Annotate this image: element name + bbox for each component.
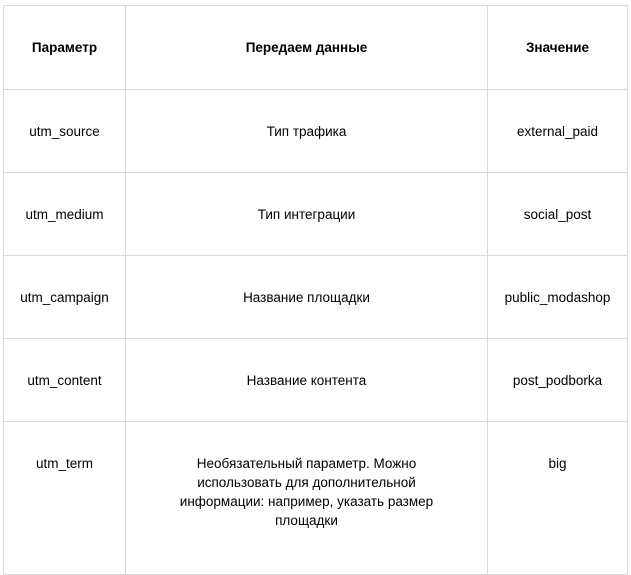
- value-cell: external_paid: [488, 90, 628, 173]
- value-cell: post_podborka: [488, 339, 628, 422]
- value-cell: social_post: [488, 173, 628, 256]
- param-cell: utm_source: [4, 90, 126, 173]
- table-header-row: [4, 6, 628, 90]
- utm-parameters-table: [3, 5, 628, 575]
- table-row: [4, 339, 628, 422]
- header-data-passed: Передаем данные: [126, 6, 488, 90]
- param-cell: utm_medium: [4, 173, 126, 256]
- table-row: [4, 173, 628, 256]
- table-row: [4, 90, 628, 173]
- header-value: Значение: [488, 6, 628, 90]
- table-row: [4, 422, 628, 575]
- param-cell: utm_campaign: [4, 256, 126, 339]
- header-parameter: Параметр: [4, 6, 126, 90]
- description-cell: Название площадки: [126, 256, 488, 339]
- value-cell: public_modashop: [488, 256, 628, 339]
- description-cell: Необязательный параметр. Можно использовать для дополнительной информации: например, указать размер площадки: [126, 422, 488, 575]
- param-cell: utm_term: [4, 422, 126, 575]
- utm-parameters-table-container: [3, 5, 628, 575]
- param-cell: utm_content: [4, 339, 126, 422]
- table-row: [4, 256, 628, 339]
- description-cell: Название контента: [126, 339, 488, 422]
- description-cell: Тип интеграции: [126, 173, 488, 256]
- description-cell: Тип трафика: [126, 90, 488, 173]
- value-cell: big: [488, 422, 628, 575]
